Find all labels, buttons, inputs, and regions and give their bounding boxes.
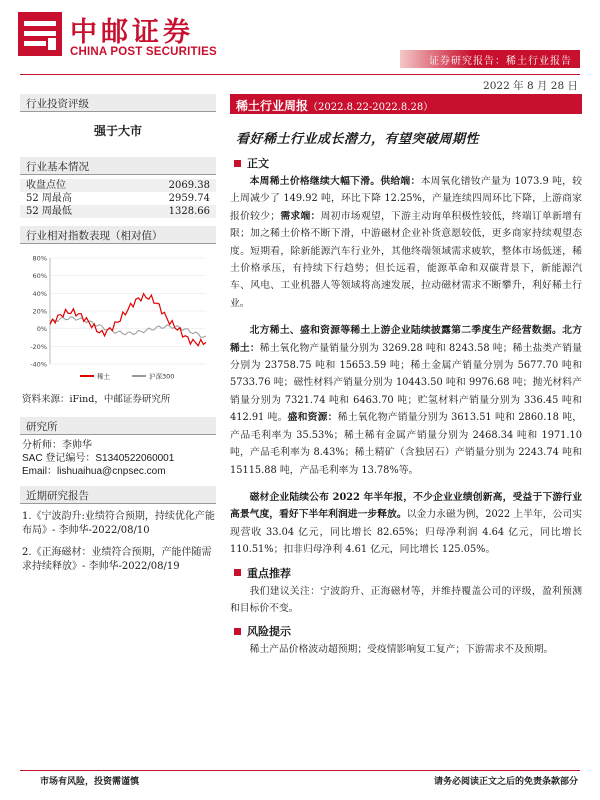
y-tick-label: 60% xyxy=(32,272,47,281)
logo-chinese-name: 中邮证券 xyxy=(70,17,194,48)
performance-title: 行业相对指数表现（相对值） xyxy=(20,226,216,244)
paragraph-magnet: 磁材企业陆续公布 2022 年半年报，不少企业业绩创新高，受益于下游行业高景气度，看好下半年利润进一步释放。以金力永磁为例，2022 上半年，公司实现营收 33.04 亿元，同比增长 82.65%；归母净利润 4.64 亿元，同比增长 110.51%；扣非归母净利 4.61 亿元，同比增长 125.05%。 xyxy=(230,491,583,556)
report-type-band xyxy=(400,50,580,68)
relative-performance-chart xyxy=(20,252,216,384)
report-headline: 看好稀土行业成长潜力，有望突破周期性 xyxy=(236,132,480,147)
y-tick-label: 80% xyxy=(32,254,47,263)
legend-label: 沪深300 xyxy=(149,372,175,381)
footer-divider xyxy=(20,770,580,771)
paragraph-recommend: 我们建议关注：宁波韵升、正海磁材等，并维持覆盖公司的评级，盈利预测和目标价不变。 xyxy=(230,585,582,614)
y-tick-label: 20% xyxy=(32,307,47,316)
report-date: 2022 年 8 月 28 日 xyxy=(483,80,578,92)
chart-source: 资料来源：iFind，中邮证券研究所 xyxy=(22,394,171,405)
basic-row: 收盘点位 2069.38 xyxy=(20,179,216,192)
sac-number: SAC 登记编号：S1340522060001 xyxy=(22,453,175,464)
sector-title-band xyxy=(230,94,582,114)
recent-report-item[interactable]: 2.《正海磁材：业绩符合预期，产能伴随需求持续释放》- 李帅华-2022/08/19 xyxy=(22,547,212,572)
company-logo xyxy=(18,8,248,66)
legend-label: 稀土 xyxy=(97,372,110,381)
analyst-name: 分析师：李帅华 xyxy=(22,440,92,451)
analyst-email[interactable]: Email：lishuaihua@cnpsec.com xyxy=(22,466,166,477)
series-line-rare-earth xyxy=(50,294,206,346)
section-heading-main: 正文 xyxy=(234,155,582,171)
header-divider xyxy=(20,74,580,75)
red-square-bullet-icon xyxy=(234,569,241,576)
paragraph-upstream: 北方稀土、盛和资源等稀土上游企业陆续披露第二季度生产经营数据。北方稀土：稀土氧化物产量销量分别为 3269.28 吨和 8243.58 吨；稀土盐类产销量分别为 23758.75 吨和 15653.59 吨；稀土金属产销量分别为 5677.70 吨和 5733.76 吨；磁性材料产销量分别为 10443.50 吨和 9976.68 吨；抛光材料产销量分别为 7321.74 吨和 6463.70 吨；贮氢材料产销量分别为 336.45 吨和 412.91 吨。盛和资源：稀土氧化物产销量分别为 3613.51 吨和 2860.18 吨，产品毛利率为 35.53%；稀土稀有金属产销量分别为 2468.34 吨和 1971.10 吨，产品毛利率为 8.43%；稀土精矿（含独居石）产销量分别为 2243.74 吨和 15115.88 吨，产品毛利率为 13.78%等。 xyxy=(230,325,583,476)
footer-risk-note: 市场有风险，投资需谨慎 xyxy=(40,777,140,787)
section-heading-recommend: 重点推荐 xyxy=(234,565,582,581)
y-tick-label: 0% xyxy=(36,325,47,334)
main-content xyxy=(230,94,582,659)
analyst-section-title: 研究所 xyxy=(20,417,216,435)
basic-info-title: 行业基本情况 xyxy=(20,157,216,175)
red-square-bullet-icon xyxy=(234,160,241,167)
y-tick-label: -20% xyxy=(30,342,47,351)
industry-rating: 强于大市 xyxy=(93,124,142,138)
report-type: 证券研究报告：稀土行业报告 xyxy=(429,56,572,67)
basic-row: 52 周最高 2959.74 xyxy=(26,193,210,204)
red-square-bullet-icon xyxy=(234,628,241,635)
recent-reports-title: 近期研究报告 xyxy=(20,486,216,504)
y-tick-label: -40% xyxy=(30,360,47,369)
recent-report-item[interactable]: 1.《宁波韵升:业绩符合预期，持续优化产能布局》- 李帅华-2022/08/10 xyxy=(22,511,215,536)
paragraph-risk: 稀土产品价格波动超预期；受疫情影响复工复产；下游需求不及预期。 xyxy=(249,644,554,656)
series-line-hs300 xyxy=(50,317,206,338)
basic-row: 52 周最低 1328.66 xyxy=(20,205,216,218)
paragraph-price: 本周稀土价格继续大幅下滑。供给端：本周氧化镨钕产量为 1073.9 吨，较上周减少了 149.92 吨，环比下降 12.25%，产量连续四周环比下降，上游商家报价较少；需求端：周初市场观望，下游主动询单积极性较低，终端订单新增有限；加之稀土价格不断下滑，中游磁材企业补货意愿较低，更多商家持续观望态度。短期看，除新能源汽车行业外，其他终端领域需求疲软，整体市场低迷，稀土价格承压，有持续下行趋势；但长远看，能源革命和双碳背景下，新能源汽车、风电、工业机器人等领域将高速发展，拉动磁材需求不断攀升，利好稀土行业。 xyxy=(230,176,583,309)
rating-title: 行业投资评级 xyxy=(20,94,216,112)
section-heading-risk: 风险提示 xyxy=(234,623,582,639)
sector-title: 稀土行业周报 xyxy=(236,99,309,113)
logo-english-name: CHINA POST SECURITIES xyxy=(70,46,217,58)
china-post-logo-icon xyxy=(18,12,62,56)
y-tick-label: 40% xyxy=(32,289,47,298)
report-period: （2022.8.22-2022.8.28） xyxy=(308,102,434,113)
footer-disclaimer: 请务必阅读正文之后的免责条款部分 xyxy=(433,777,578,787)
left-sidebar xyxy=(20,94,216,582)
